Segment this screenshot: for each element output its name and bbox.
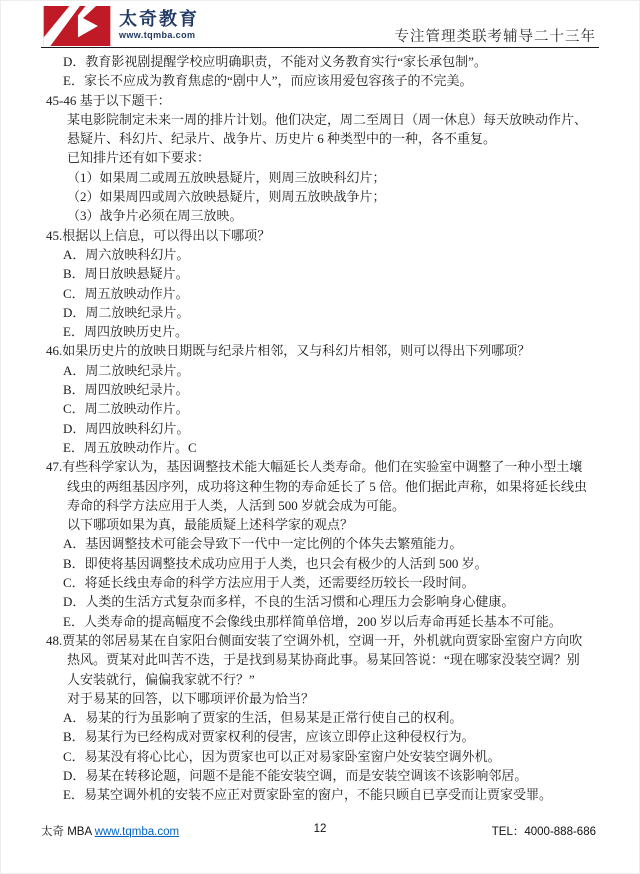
text-line: A．基因调整技术可能会导致下一代中一定比例的个体失去繁殖能力。 (63, 536, 463, 552)
text-line: A．周二放映纪录片。 (63, 362, 190, 378)
text-line: D．人类的生活方式复杂而多样，不良的生活习惯和心理压力会影响身心健康。 (63, 594, 515, 610)
text-line: A．易某的行为虽影响了贾家的生活，但易某是正常行使自己的权利。 (63, 710, 463, 726)
header-divider (41, 47, 599, 48)
text-line: E．周五放映动作片。C (63, 439, 197, 455)
page-header (1, 1, 639, 48)
text-line: 45-46 基于以下题干： (46, 92, 171, 108)
document-lines (46, 52, 601, 805)
text-line: C．周二放映动作片。 (63, 401, 189, 417)
text-line: C．将延长线虫寿命的科学方法应用于人类，还需要经历较长一段时间。 (63, 575, 475, 591)
text-line: C．易某没有将心比心，因为贾家也可以正对易家卧室窗户处安装空调外机。 (63, 748, 501, 764)
footer-page-number: 12 (313, 823, 327, 835)
text-line: B．周四放映纪录片。 (63, 382, 189, 398)
text-line: 已知排片还有如下要求： (67, 150, 211, 166)
text-line: D．周二放映纪录片。 (63, 304, 190, 320)
text-line: （1）如果周二或周五放映悬疑片，则周三放映科幻片； (67, 169, 386, 185)
text-line: 热风。贾某对此叫苦不迭，于是找到易某协商此事。易某回答说：“现在哪家没装空调？别 (67, 652, 580, 668)
text-line: B．即使将基因调整技术成功应用于人类，也只会有极少的人活到 500 岁。 (63, 555, 488, 571)
text-line: B．周日放映悬疑片。 (63, 266, 189, 282)
text-line: 对于易某的回答，以下哪项评价最为恰当？ (67, 690, 315, 706)
text-line: E．周四放映历史片。 (63, 324, 188, 340)
text-line: C．周五放映动作片。 (63, 285, 189, 301)
text-line: （3）战争片必须在周三放映。 (67, 208, 243, 224)
text-line: A．周六放映科幻片。 (63, 246, 190, 262)
text-line: E．人类寿命的提高幅度不会像线虫那样简单倍增，200 岁以后寿命再延长基本不可能。 (63, 613, 562, 629)
text-line: 某电影院制定未来一周的排片计划。他们决定，周二至周日（周一休息）每天放映动作片、 (67, 111, 588, 127)
header-tagline: 专注管理类联考辅导二十三年 (394, 29, 596, 45)
text-line: 寿命的科学方法应用于人类，人活到 500 岁就会成为可能。 (67, 497, 406, 513)
brand-text-block (119, 6, 199, 41)
text-line: E．家长不应成为教育焦虑的“剧中人”，而应该用爱包容孩子的不完美。 (63, 73, 473, 89)
text-line: 以下哪项如果为真，最能质疑上述科学家的观点？ (67, 517, 354, 533)
text-line: 46.如果历史片的放映日期既与纪录片相邻，又与科幻片相邻，则可以得出下列哪项？ (46, 343, 531, 359)
taiqi-logo-icon (41, 6, 113, 46)
footer-website-link[interactable]: www.tqmba.com (94, 826, 180, 838)
text-line: D．周四放映科幻片。 (63, 420, 190, 436)
text-line: D．教育影视剧提醒学校应明确职责，不能对义务教育实行“家长承包制”。 (63, 54, 487, 69)
brand-name: 太奇教育 (119, 9, 199, 29)
text-line: （2）如果周四或周六放映悬疑片，则周五放映战争片； (67, 189, 386, 205)
footer-telephone: TEL：4000-888-686 (491, 826, 596, 838)
text-line: 线虫的两组基因序列，成功将这种生物的寿命延长了 5 倍。他们据此声称，如果将延长线虫 (67, 478, 588, 494)
brand-logo (41, 6, 199, 46)
brand-website: www.tqmba.com (119, 30, 196, 40)
text-line: B．易某行为已经构成对贾家权利的侵害，应该立即停止这种侵权行为。 (63, 729, 475, 745)
text-line: E．易某空调外机的安装不应正对贾家卧室的窗户，不能只顾自已享受而让贾家受罪。 (63, 787, 552, 803)
text-line: 48.贾某的邻居易某在自家阳台侧面安装了空调外机，空调一开，外机就向贾家卧室窗户方向吹 (46, 632, 583, 648)
text-line: 45.根据以上信息，可以得出以下哪项？ (46, 227, 271, 243)
footer-brand-prefix: 太奇 MBA (41, 826, 95, 838)
text-line: 人安装就行，偏偏我家就不行？” (67, 671, 255, 687)
text-line: 47.有些科学家认为，基因调整技术能大幅延长人类寿命。他们在实验室中调整了一种小型土壤 (46, 459, 583, 475)
page-footer (41, 823, 599, 841)
text-line: D．易某在转移论题，问题不是能不能安装空调，而是安装空调该不该影响邻居。 (63, 767, 528, 783)
text-line: 悬疑片、科幻片、纪录片、战争片、历史片 6 种类型中的一种，各不重复。 (67, 131, 497, 147)
